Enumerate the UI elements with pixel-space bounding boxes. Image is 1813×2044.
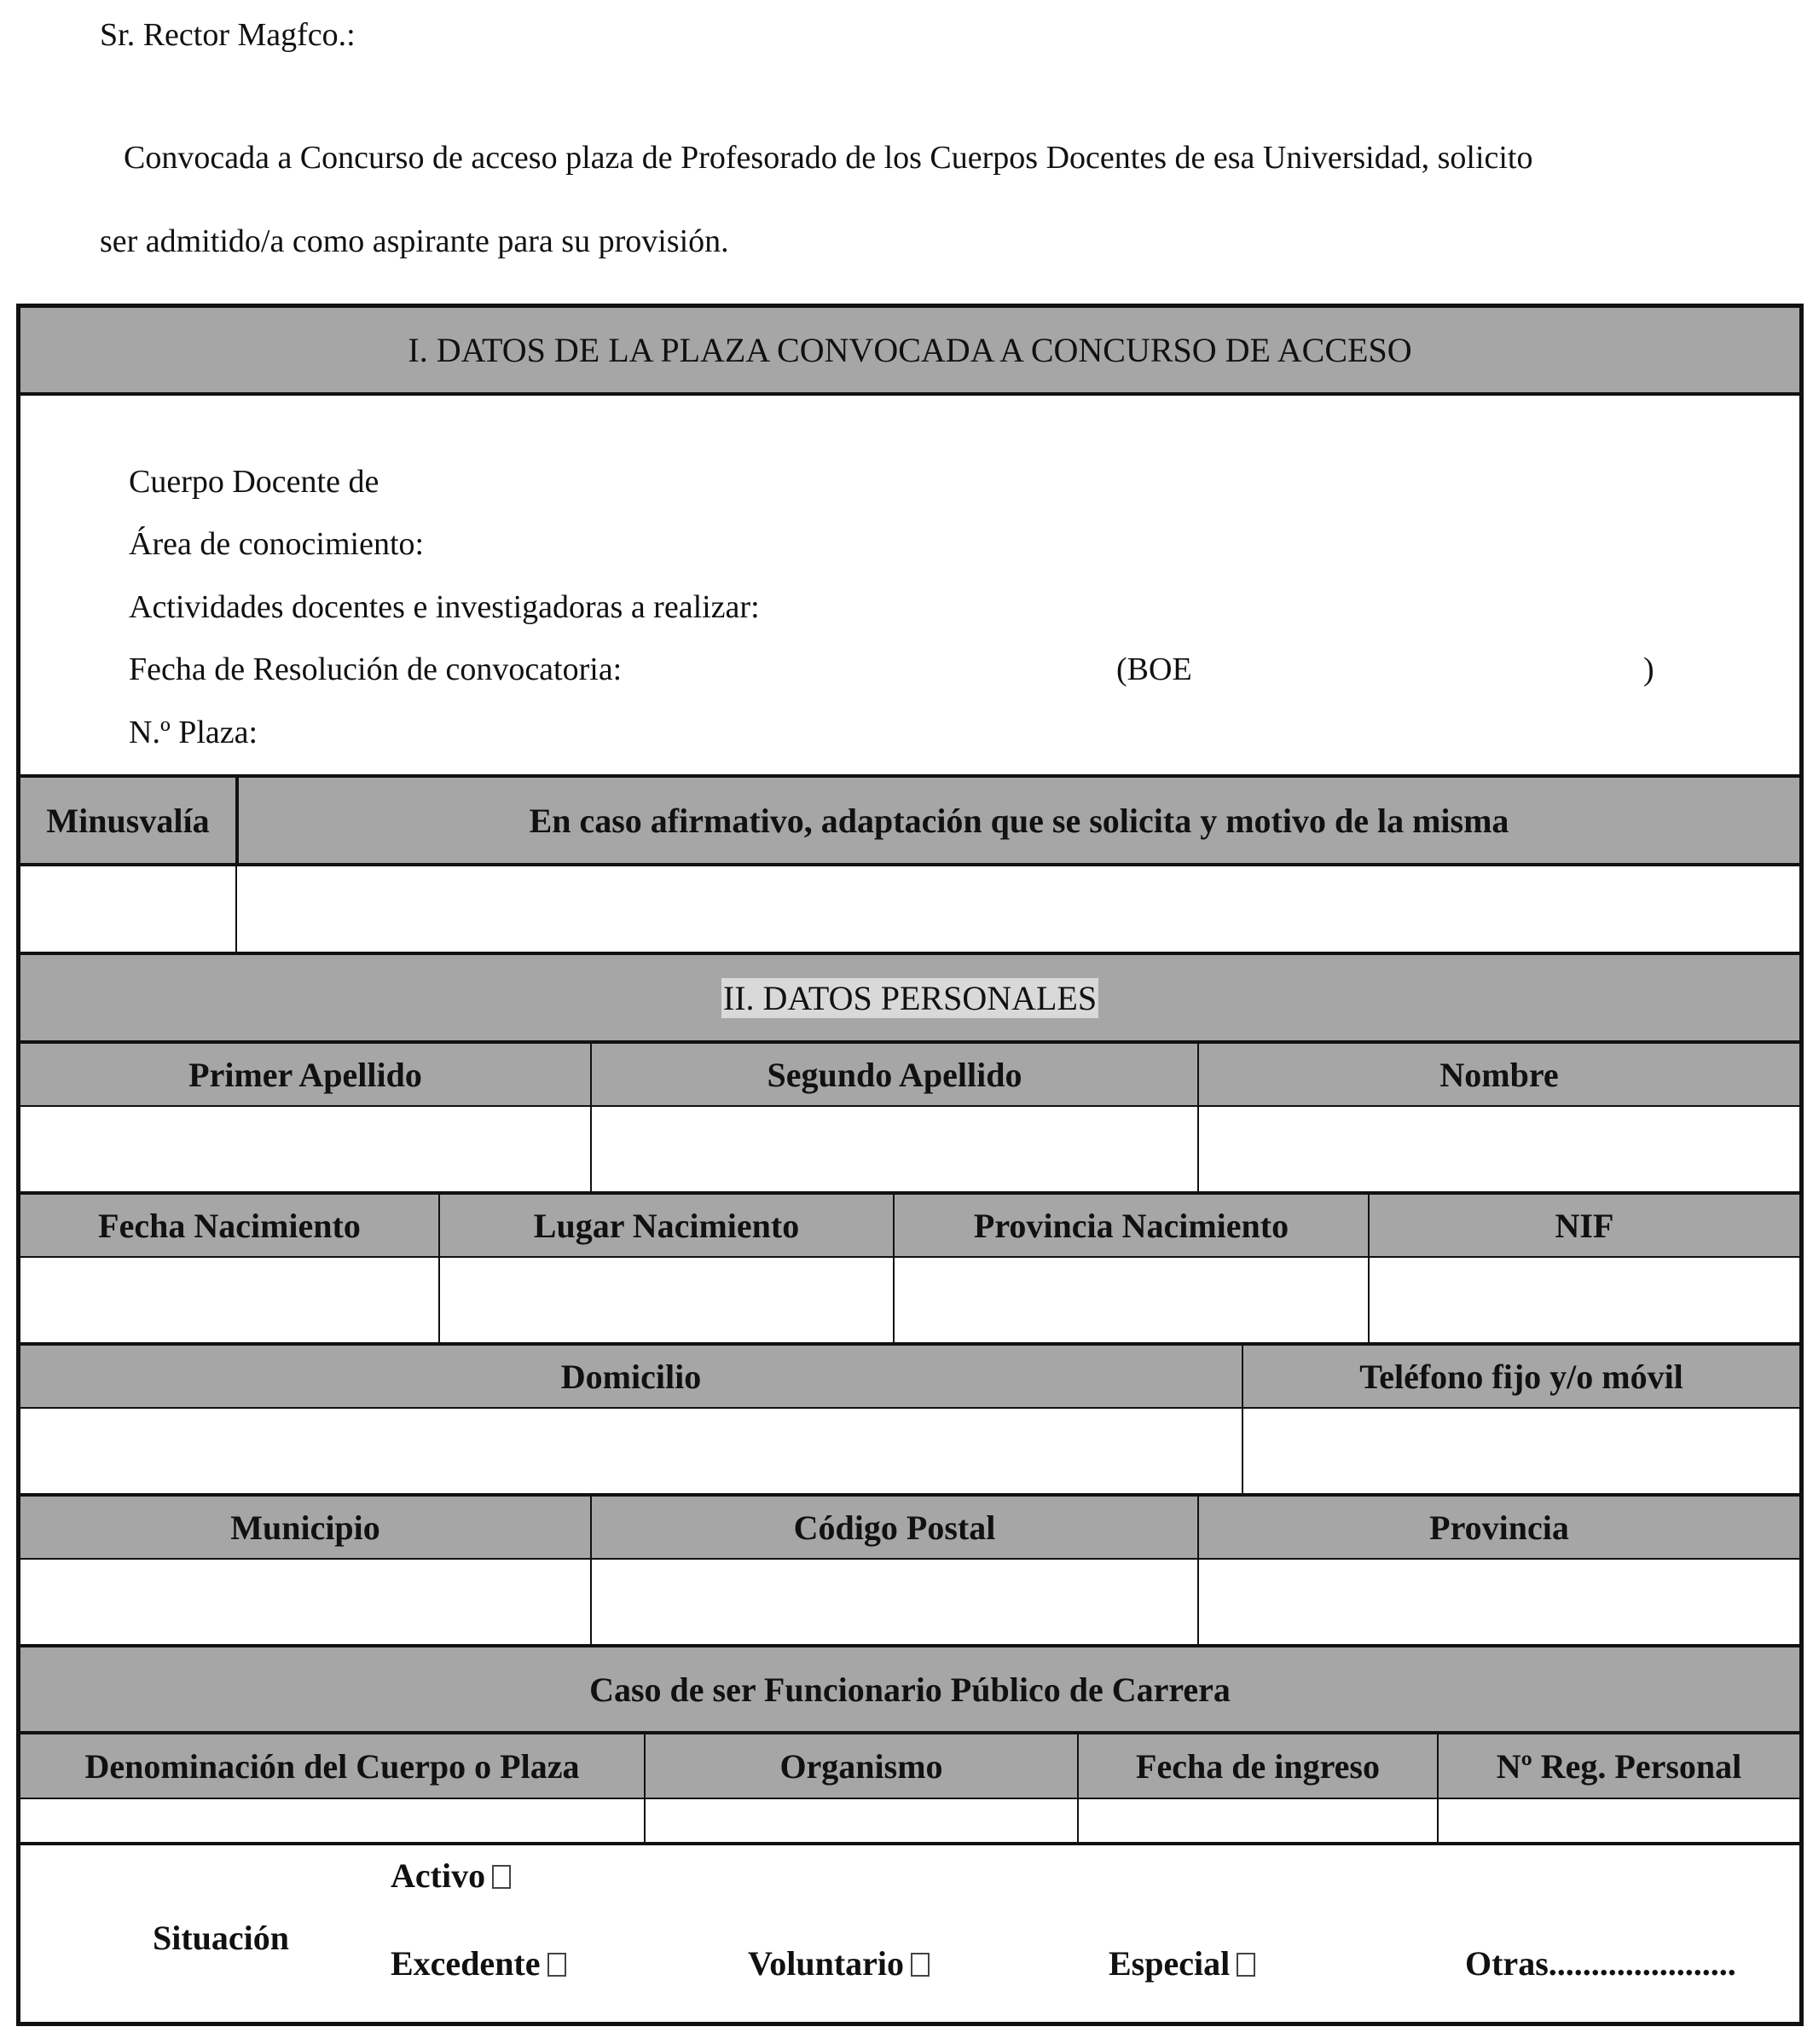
telefono-field[interactable] bbox=[1243, 1409, 1799, 1493]
plaza-number-label: N.º Plaza: bbox=[129, 715, 258, 750]
fecha-nacimiento-header: Fecha Nacimiento bbox=[98, 1206, 361, 1245]
provincia-nacimiento-field[interactable] bbox=[895, 1258, 1368, 1342]
nif-header: NIF bbox=[1555, 1206, 1614, 1245]
minusvalia-header: Minusvalía bbox=[46, 801, 210, 840]
organismo-field[interactable] bbox=[646, 1799, 1077, 1842]
boe-open-label: (BOE bbox=[1116, 651, 1192, 687]
intro-line-1: Convocada a Concurso de acceso plaza de Profesorado de los Cuerpos Docentes de esa Universidad, solicito bbox=[124, 140, 1533, 176]
salutation: Sr. Rector Magfco.: bbox=[100, 17, 356, 53]
voluntario-option[interactable] bbox=[748, 1944, 930, 1983]
intro-line-2: ser admitido/a como aspirante para su provisión. bbox=[100, 223, 729, 259]
activo-label: Activo bbox=[391, 1856, 486, 1895]
excedente-checkbox[interactable] bbox=[547, 1953, 566, 1977]
domicilio-header: Domicilio bbox=[560, 1357, 702, 1396]
excedente-option[interactable] bbox=[391, 1944, 566, 1983]
segundo-apellido-header: Segundo Apellido bbox=[767, 1055, 1022, 1094]
personal-row4-inputs bbox=[20, 1558, 1799, 1644]
segundo-apellido-field[interactable] bbox=[592, 1107, 1197, 1191]
section-1-title: I. DATOS DE LA PLAZA CONVOCADA A CONCURSO DE ACCESO bbox=[408, 331, 1412, 369]
codigo-postal-field[interactable] bbox=[592, 1560, 1197, 1644]
reg-personal-field[interactable] bbox=[1439, 1799, 1799, 1842]
primer-apellido-field[interactable] bbox=[20, 1107, 590, 1191]
funcionario-columns-header bbox=[20, 1731, 1799, 1798]
funcionario-header bbox=[20, 1644, 1799, 1731]
fecha-ingreso-header: Fecha de ingreso bbox=[1136, 1746, 1380, 1786]
personal-row4-header bbox=[20, 1493, 1799, 1558]
situacion-section bbox=[20, 1842, 1799, 2022]
actividades-label: Actividades docentes e investigadoras a realizar: bbox=[129, 589, 760, 625]
personal-row2-header bbox=[20, 1191, 1799, 1256]
funcionario-title: Caso de ser Funcionario Público de Carrera bbox=[589, 1670, 1231, 1709]
fecha-nacimiento-field[interactable] bbox=[20, 1258, 438, 1342]
especial-option[interactable] bbox=[1109, 1944, 1255, 1983]
provincia-field[interactable] bbox=[1199, 1560, 1799, 1644]
situacion-label: Situación bbox=[153, 1919, 290, 1957]
denominacion-field[interactable] bbox=[20, 1799, 644, 1842]
personal-row1-inputs bbox=[20, 1105, 1799, 1191]
personal-row2-inputs bbox=[20, 1256, 1799, 1342]
provincia-header: Provincia bbox=[1429, 1508, 1569, 1547]
activo-checkbox[interactable] bbox=[492, 1865, 511, 1889]
fecha-resolucion-label: Fecha de Resolución de convocatoria: bbox=[129, 651, 623, 687]
codigo-postal-header: Código Postal bbox=[793, 1508, 996, 1547]
especial-checkbox[interactable] bbox=[1237, 1953, 1255, 1977]
section-1-header bbox=[20, 308, 1799, 392]
denominacion-header: Denominación del Cuerpo o Plaza bbox=[84, 1746, 580, 1786]
voluntario-label: Voluntario bbox=[748, 1944, 905, 1983]
minusvalia-field[interactable] bbox=[20, 866, 235, 952]
reg-personal-header: Nº Reg. Personal bbox=[1496, 1746, 1742, 1786]
nombre-header: Nombre bbox=[1439, 1055, 1559, 1094]
funcionario-inputs bbox=[20, 1798, 1799, 1842]
organismo-header: Organismo bbox=[779, 1746, 943, 1786]
adaptacion-header: En caso afirmativo, adaptación que se solicita y motivo de la misma bbox=[529, 801, 1509, 840]
section-2-title: II. DATOS PERSONALES bbox=[722, 978, 1098, 1017]
section-2-header bbox=[20, 952, 1799, 1040]
personal-row3-inputs bbox=[20, 1407, 1799, 1493]
application-form bbox=[16, 304, 1804, 2026]
primer-apellido-header: Primer Apellido bbox=[188, 1055, 422, 1094]
excedente-label: Excedente bbox=[391, 1944, 541, 1983]
provincia-nacimiento-header: Provincia Nacimiento bbox=[973, 1206, 1289, 1245]
especial-label: Especial bbox=[1109, 1944, 1231, 1983]
otras-option[interactable]: Otras...................... bbox=[1465, 1944, 1736, 1983]
section-1-body bbox=[20, 392, 1799, 774]
lugar-nacimiento-header: Lugar Nacimiento bbox=[533, 1206, 800, 1245]
area-conocimiento-label: Área de conocimiento: bbox=[129, 526, 425, 562]
nif-field[interactable] bbox=[1370, 1258, 1799, 1342]
municipio-header: Municipio bbox=[230, 1508, 380, 1547]
fecha-ingreso-field[interactable] bbox=[1079, 1799, 1437, 1842]
cuerpo-docente-label: Cuerpo Docente de bbox=[129, 464, 379, 500]
nombre-field[interactable] bbox=[1199, 1107, 1799, 1191]
minusvalia-input-row bbox=[20, 863, 1799, 952]
adaptacion-field[interactable] bbox=[237, 866, 1799, 952]
personal-row3-header bbox=[20, 1342, 1799, 1407]
domicilio-field[interactable] bbox=[20, 1409, 1242, 1493]
lugar-nacimiento-field[interactable] bbox=[440, 1258, 893, 1342]
personal-row1-header bbox=[20, 1040, 1799, 1105]
voluntario-checkbox[interactable] bbox=[911, 1953, 930, 1977]
activo-option[interactable] bbox=[391, 1856, 511, 1895]
minusvalia-header-row bbox=[20, 774, 1799, 863]
telefono-header: Teléfono fijo y/o móvil bbox=[1359, 1357, 1683, 1396]
boe-close-label: ) bbox=[1643, 651, 1654, 687]
municipio-field[interactable] bbox=[20, 1560, 590, 1644]
